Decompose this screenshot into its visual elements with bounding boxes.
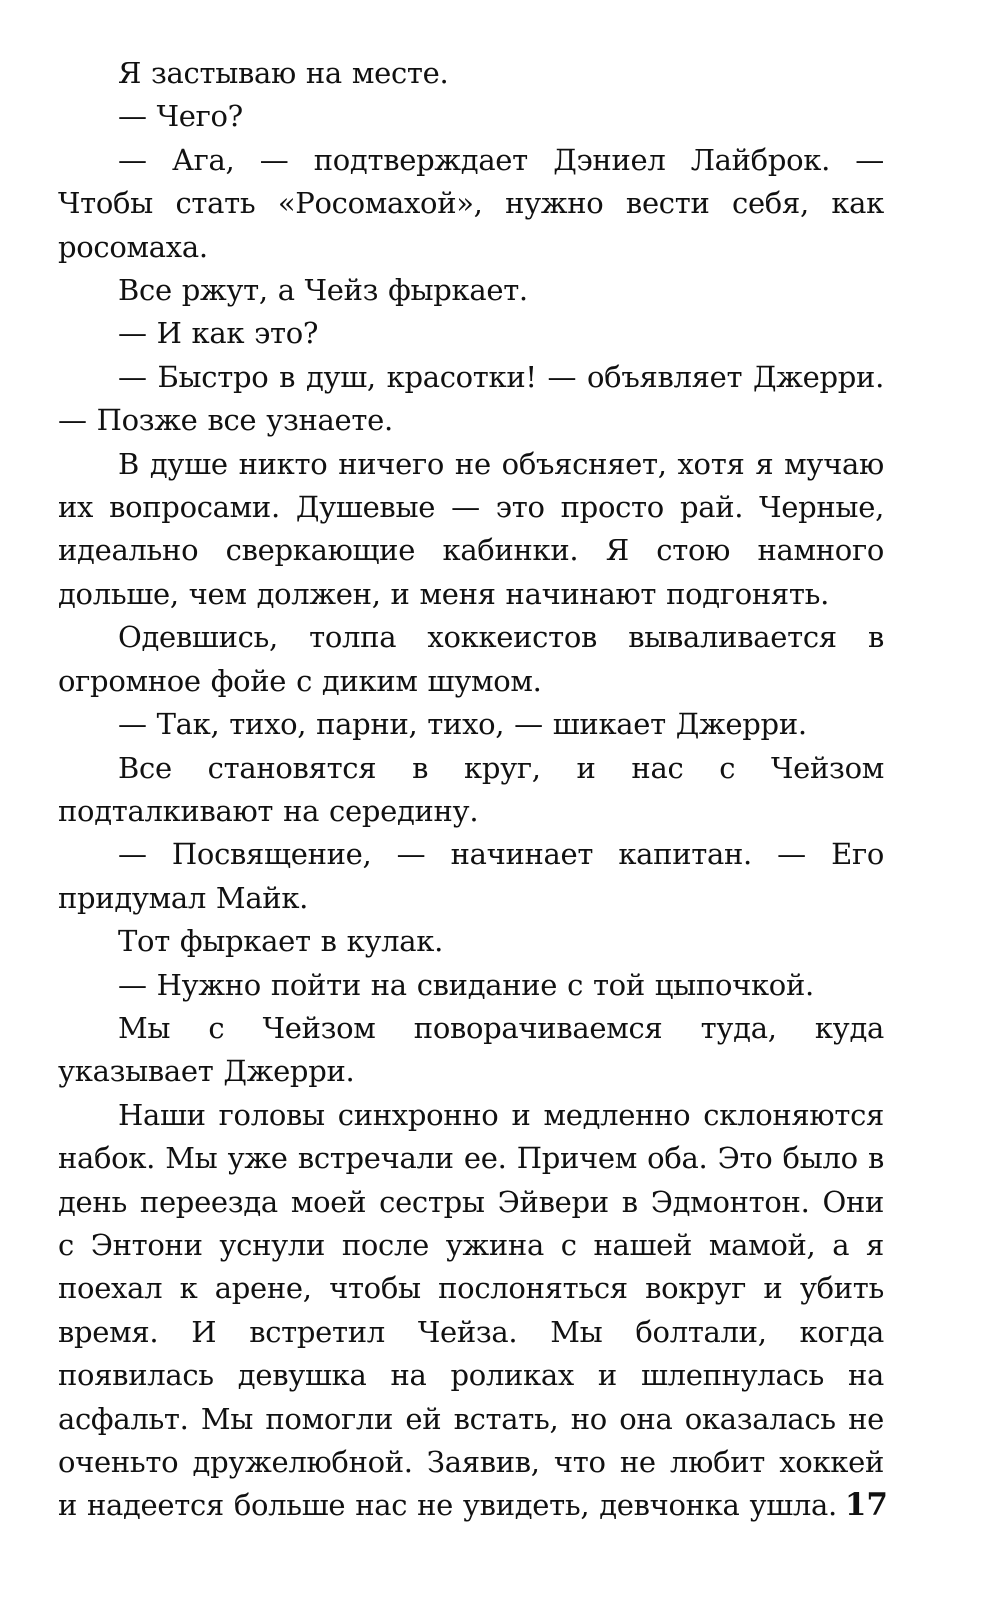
paragraph: — Посвящение, — начинает капитан. — Его придумал Майк. xyxy=(58,837,884,915)
paragraph: — И как это? xyxy=(118,316,319,351)
paragraph: Одевшись, толпа хоккеистов вываливается в огромное фойе с диким шумом. xyxy=(58,620,884,698)
paragraph: — Так, тихо, парни, тихо, — шикает Джерри. xyxy=(118,707,807,742)
paragraph: Наши головы синхронно и медленно склоняются набок. Мы уже встречали ее. Причем оба. Это было в день переезда моей сестры Эйвери в Эдмонтон. Они с Энтони уснули после ужина с нашей мамой, а я поехал к арене, чтобы послоняться вокруг и убить время. И встретил Чейза. Мы болтали, когда появилась девушка на роликах и шлепнулась на асфальт. Мы помогли ей встать, но она оказалась не оченьто дружелюбной. Заявив, что не любит хоккей и надеется больше нас не увидеть, девчонка ушла. xyxy=(58,1097,884,1523)
paragraph: — Нужно пойти на свидание с той цыпочкой. xyxy=(118,967,814,1002)
paragraph: Все становятся в круг, и нас с Чейзом подталкивают на середину. xyxy=(58,750,884,828)
paragraph: Мы с Чейзом поворачиваемся туда, куда указывает Джерри. xyxy=(58,1010,884,1089)
page-number: 17 xyxy=(844,1487,888,1523)
paragraph: В душе никто ничего не объясняет, хотя я мучаю их вопросами. Душевые — это просто рай. Черные, идеально сверкающие кабинки. Я стою намного дольше, чем должен, и меня начинают подгонять. xyxy=(58,446,884,611)
paragraph: — Чего? xyxy=(118,99,243,134)
paragraph: — Ага, — подтверждает Дэниел Лайброк. — Чтобы стать «Росомахой», нужно вести себя, как росомаха. xyxy=(58,142,884,264)
body-text xyxy=(58,52,884,1528)
paragraph: Я застываю на месте. xyxy=(118,56,449,90)
paragraph: — Быстро в душ, красотки! — объявляет Джерри. — Позже все узнаете. xyxy=(58,359,884,438)
paragraph: Все ржут, а Чейз фыркает. xyxy=(118,273,528,308)
paragraph: Тот фыркает в кулак. xyxy=(118,924,444,959)
